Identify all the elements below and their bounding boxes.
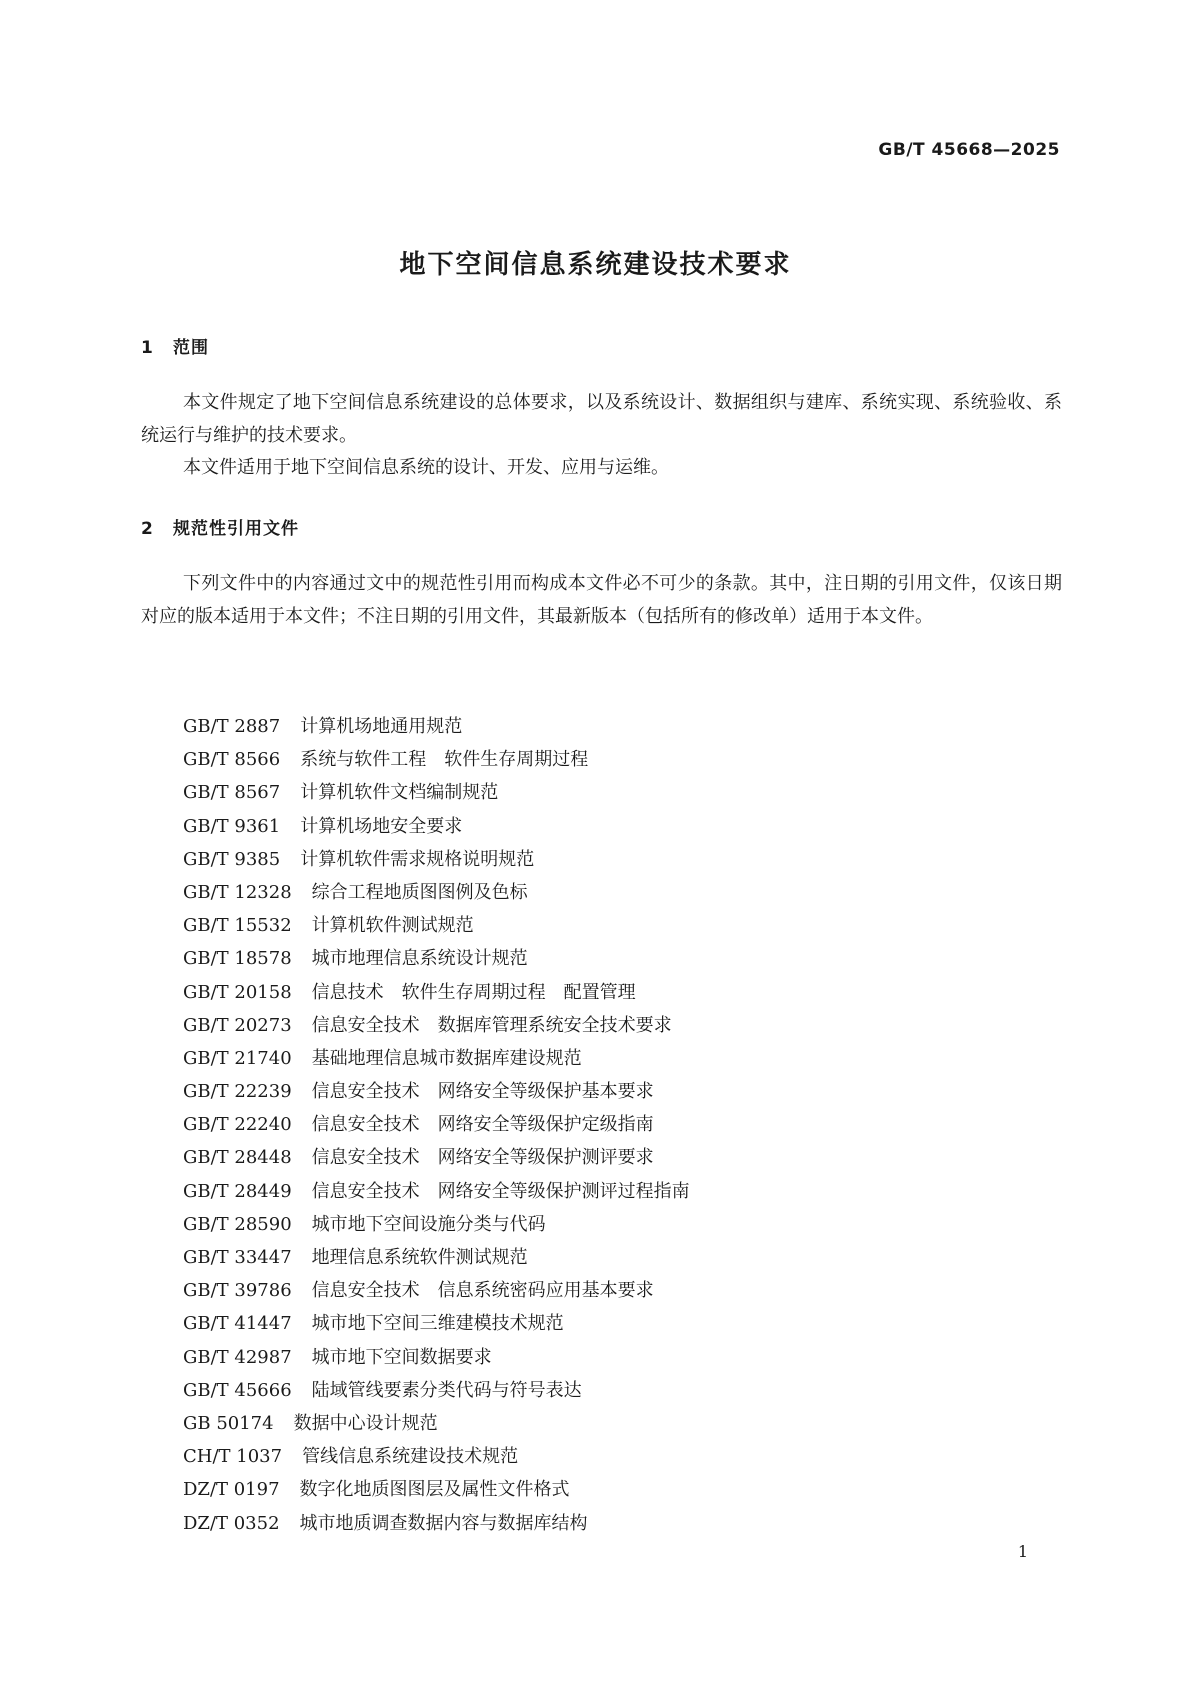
reference-title: 信息安全技术 网络安全等级保护定级指南 <box>311 1114 654 1136</box>
reference-code: GB/T 8567 <box>183 782 281 804</box>
reference-item <box>183 1374 690 1407</box>
reference-code: GB/T 28449 <box>183 1180 292 1202</box>
reference-item <box>183 1141 690 1174</box>
reference-code: GB/T 9361 <box>183 815 281 837</box>
reference-title: 管线信息系统建设技术规范 <box>302 1446 519 1468</box>
reference-code: GB/T 41447 <box>183 1313 292 1335</box>
section-number: 2 <box>141 519 154 539</box>
reference-title: 信息安全技术 网络安全等级保护测评要求 <box>311 1147 654 1169</box>
reference-title: 信息安全技术 网络安全等级保护基本要求 <box>311 1081 654 1103</box>
reference-code: GB/T 15532 <box>183 915 292 937</box>
reference-code: GB/T 28590 <box>183 1213 292 1235</box>
reference-item <box>183 1042 690 1075</box>
reference-code: DZ/T 0197 <box>183 1479 280 1501</box>
reference-code: GB/T 12328 <box>183 881 292 903</box>
reference-title: 城市地质调查数据内容与数据库结构 <box>299 1512 588 1534</box>
page-number: 1 <box>1017 1542 1028 1561</box>
reference-code: GB/T 18578 <box>183 948 292 970</box>
reference-code: CH/T 1037 <box>183 1446 283 1468</box>
reference-title: 数字化地质图图层及属性文件格式 <box>299 1479 570 1501</box>
reference-title: 城市地下空间设施分类与代码 <box>311 1213 546 1235</box>
reference-item <box>183 710 690 743</box>
reference-item <box>183 976 690 1009</box>
reference-title: 城市地下空间三维建模技术规范 <box>311 1313 564 1335</box>
reference-title: 计算机软件测试规范 <box>311 915 474 937</box>
reference-item <box>183 1440 690 1473</box>
reference-title: 信息安全技术 网络安全等级保护测评过程指南 <box>311 1180 690 1202</box>
reference-item <box>183 1175 690 1208</box>
reference-title: 计算机软件需求规格说明规范 <box>300 848 535 870</box>
reference-item <box>183 1307 690 1340</box>
reference-item <box>183 1407 690 1440</box>
scope-paragraph: 本文件规定了地下空间信息系统建设的总体要求，以及系统设计、数据组织与建库、系统实现、系统验收、系统运行与维护的技术要求。 <box>141 392 1062 446</box>
reference-code: GB/T 39786 <box>183 1280 292 1302</box>
reference-item <box>183 1507 690 1540</box>
reference-title: 计算机场地通用规范 <box>300 716 463 737</box>
reference-item <box>183 1274 690 1307</box>
reference-code: GB/T 9385 <box>183 848 281 870</box>
reference-code: GB/T 2887 <box>183 716 281 737</box>
reference-item <box>183 1241 690 1274</box>
reference-code: GB/T 20158 <box>183 981 292 1003</box>
reference-code: GB/T 22239 <box>183 1081 292 1103</box>
reference-code: DZ/T 0352 <box>183 1512 280 1534</box>
reference-title: 计算机场地安全要求 <box>300 815 463 837</box>
reference-code: GB/T 22240 <box>183 1114 292 1136</box>
reference-list <box>183 710 690 1540</box>
reference-title: 信息安全技术 信息系统密码应用基本要求 <box>311 1280 654 1302</box>
standard-code: GB/T 45668—2025 <box>878 140 1060 160</box>
reference-item <box>183 1473 690 1506</box>
reference-code: GB/T 33447 <box>183 1247 292 1268</box>
reference-title: 城市地理信息系统设计规范 <box>311 948 528 970</box>
reference-code: GB/T 45666 <box>183 1379 292 1401</box>
reference-code: GB/T 20273 <box>183 1014 292 1036</box>
section-number: 1 <box>141 338 154 358</box>
references-intro: 下列文件中的内容通过文中的规范性引用而构成本文件必不可少的条款。其中，注日期的引用文件，仅该日期对应的版本适用于本文件；不注日期的引用文件，其最新版本（包括所有的修改单）适用于本文件。 <box>141 573 1062 627</box>
reference-title: 地理信息系统软件测试规范 <box>311 1247 528 1268</box>
reference-title: 数据中心设计规范 <box>293 1412 438 1434</box>
scope-paragraph: 本文件适用于地下空间信息系统的设计、开发、应用与运维。 <box>183 457 669 478</box>
reference-item <box>183 776 690 809</box>
reference-item <box>183 743 690 776</box>
section-title: 规范性引用文件 <box>173 519 299 539</box>
reference-title: 信息安全技术 数据库管理系统安全技术要求 <box>311 1014 672 1036</box>
reference-code: GB/T 8566 <box>183 749 281 771</box>
reference-title: 基础地理信息城市数据库建设规范 <box>311 1047 582 1069</box>
reference-title: 系统与软件工程 软件生存周期过程 <box>300 749 589 771</box>
reference-item <box>183 843 690 876</box>
document-title: 地下空间信息系统建设技术要求 <box>399 250 792 280</box>
section-title: 范围 <box>173 338 209 358</box>
reference-item <box>183 909 690 942</box>
section-heading-scope <box>141 333 209 358</box>
reference-title: 计算机软件文档编制规范 <box>300 782 499 804</box>
reference-title: 城市地下空间数据要求 <box>311 1346 492 1368</box>
reference-title: 陆域管线要素分类代码与符号表达 <box>311 1379 582 1401</box>
reference-item <box>183 876 690 909</box>
reference-title: 信息技术 软件生存周期过程 配置管理 <box>311 981 636 1003</box>
reference-code: GB/T 42987 <box>183 1346 292 1368</box>
reference-item <box>183 810 690 843</box>
reference-code: GB/T 21740 <box>183 1047 292 1069</box>
reference-code: GB/T 28448 <box>183 1147 292 1169</box>
reference-item <box>183 942 690 975</box>
reference-item <box>183 1208 690 1241</box>
reference-item <box>183 1009 690 1042</box>
reference-item <box>183 1341 690 1374</box>
reference-item <box>183 1075 690 1108</box>
reference-title: 综合工程地质图图例及色标 <box>311 881 528 903</box>
reference-item <box>183 1108 690 1141</box>
reference-code: GB 50174 <box>183 1412 274 1434</box>
section-heading-normative-references <box>141 514 299 539</box>
